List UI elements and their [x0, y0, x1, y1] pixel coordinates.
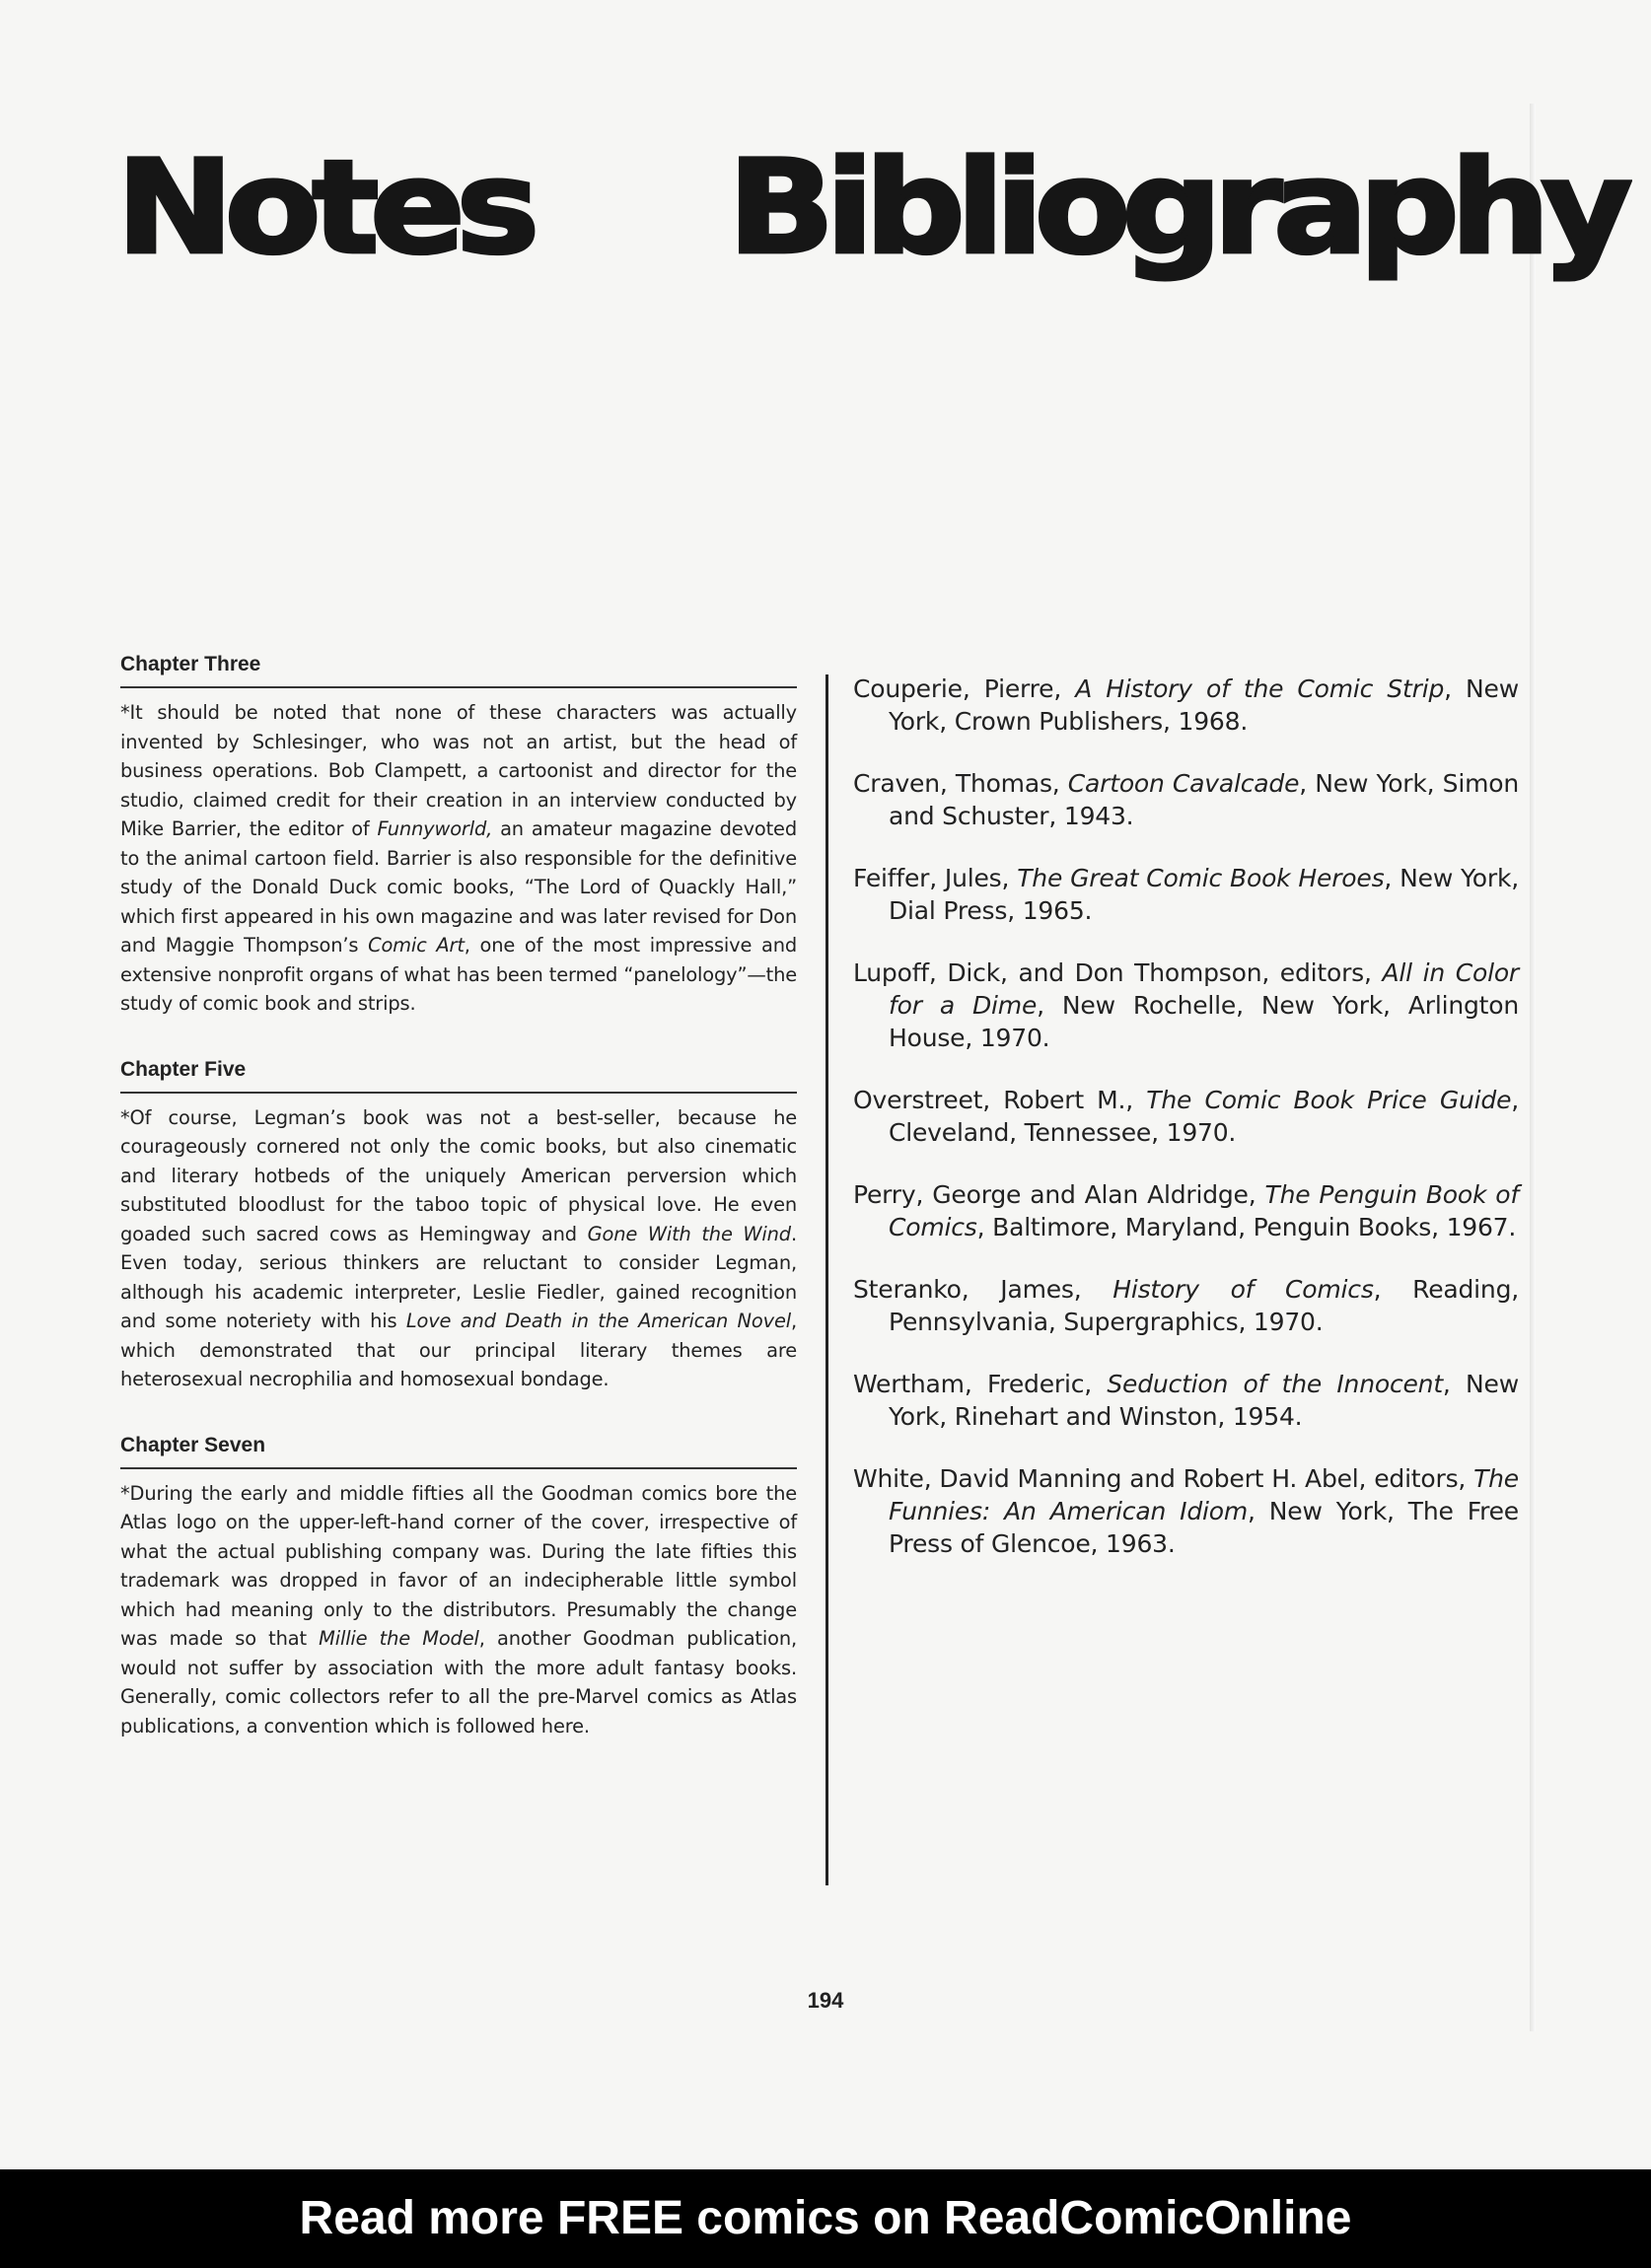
bibliography-entry: Steranko, James, History of Comics, Reading, Pennsylvania, Supergraphics, 1970. [853, 1275, 1519, 1336]
bibliography-entry: Overstreet, Robert M., The Comic Book Price Guide, Cleveland, Tennessee, 1970. [853, 1086, 1520, 1147]
chapter-heading: Chapter Three [120, 653, 261, 675]
notes-heading: Notes [116, 132, 532, 283]
bibliography-entry: White, David Manning and Robert H. Abel, editors, The Funnies: An American Idiom, New York, The Free Press of Glencoe, 1963. [853, 1464, 1519, 1558]
bibliography-entry: Craven, Thomas, Cartoon Cavalcade, New York, Simon and Schuster, 1943. [853, 769, 1519, 830]
promo-footer-link[interactable]: Read more FREE comics on ReadComicOnline [299, 2192, 1352, 2244]
bibliography-entry: Wertham, Frederic, Seduction of the Innocent, New York, Rinehart and Winston, 1954. [853, 1370, 1519, 1431]
promo-footer-bar[interactable] [0, 2169, 1651, 2268]
note-text: *It should be noted that none of these characters was actually invented by Schlesinger, who was not an artist, but the head of business operations. Bob Clampett, a cartoonist and director for the studio, claimed credit for their creation in an interview conducted by Mike Barrier, the editor of Funnyworld, an amateur magazine devoted to the animal cartoon field. Barrier is also responsible for the definitive study of the Donald Duck comic books, “The Lord of Quackly Hall,” which first appeared in his own magazine and was later revised for Don and Maggie Thompson’s Comic Art, one of the most impressive and extensive nonprofit organs of what has been termed “panelology”—the study of comic book and strips. [120, 701, 798, 1015]
chapter-heading: Chapter Seven [120, 1433, 266, 1456]
bibliography-list [853, 673, 1519, 1590]
note-section-chapter-five [120, 1058, 797, 1394]
bibliography-heading: Bibliography [728, 132, 1624, 283]
chapter-rule [120, 686, 797, 688]
chapter-rule [120, 1467, 797, 1469]
bibliography-entry: Lupoff, Dick, and Don Thompson, editors, All in Color for a Dime, New Rochelle, New York, Arlington House, 1970. [853, 958, 1519, 1052]
bibliography-entry: Couperie, Pierre, A History of the Comic Strip, New York, Crown Publishers, 1968. [853, 674, 1519, 736]
note-section-chapter-seven [120, 1434, 797, 1741]
chapter-rule [120, 1092, 797, 1094]
bibliography-entry: Feiffer, Jules, The Great Comic Book Heroes, New York, Dial Press, 1965. [853, 864, 1519, 925]
note-text: *Of course, Legman’s book was not a best-seller, because he courageously cornered not only the comic books, but also cinematic and literary hotbeds of the uniquely American perversion which substituted bloodlust for the taboo topic of physical love. He even goaded such sacred cows as Hemingway and Gone With the Wind. Even today, serious thinkers are reluctant to consider Legman, although his academic interpreter, Leslie Fiedler, gained recognition and some noteriety with his Love and Death in the American Novel, which demonstrated that our principal literary themes are heterosexual necrophilia and homosexual bondage. [120, 1105, 797, 1390]
bibliography-entry: Perry, George and Alan Aldridge, The Penguin Book of Comics, Baltimore, Maryland, Penguin Books, 1967. [853, 1180, 1519, 1241]
note-text: *During the early and middle fifties all the Goodman comics bore the Atlas logo on the upper-left-hand corner of the cover, irrespective of what the actual publishing company was. During the late fifties this trademark was dropped in favor of an indecipherable little symbol which had meaning only to the distributors. Presumably the change was made so that Millie the Model, another Goodman publication, would not suffer by association with the more adult fantasy books. Generally, comic collectors refer to all the pre-Marvel comics as Atlas publications, a convention which is followed here. [120, 1481, 797, 1737]
notes-column [120, 653, 797, 1780]
chapter-heading: Chapter Five [120, 1057, 247, 1081]
column-divider [826, 674, 828, 1885]
page-number: 194 [807, 1988, 844, 2013]
note-section-chapter-three [120, 653, 797, 1019]
page-edge-shadow [1530, 104, 1536, 2031]
